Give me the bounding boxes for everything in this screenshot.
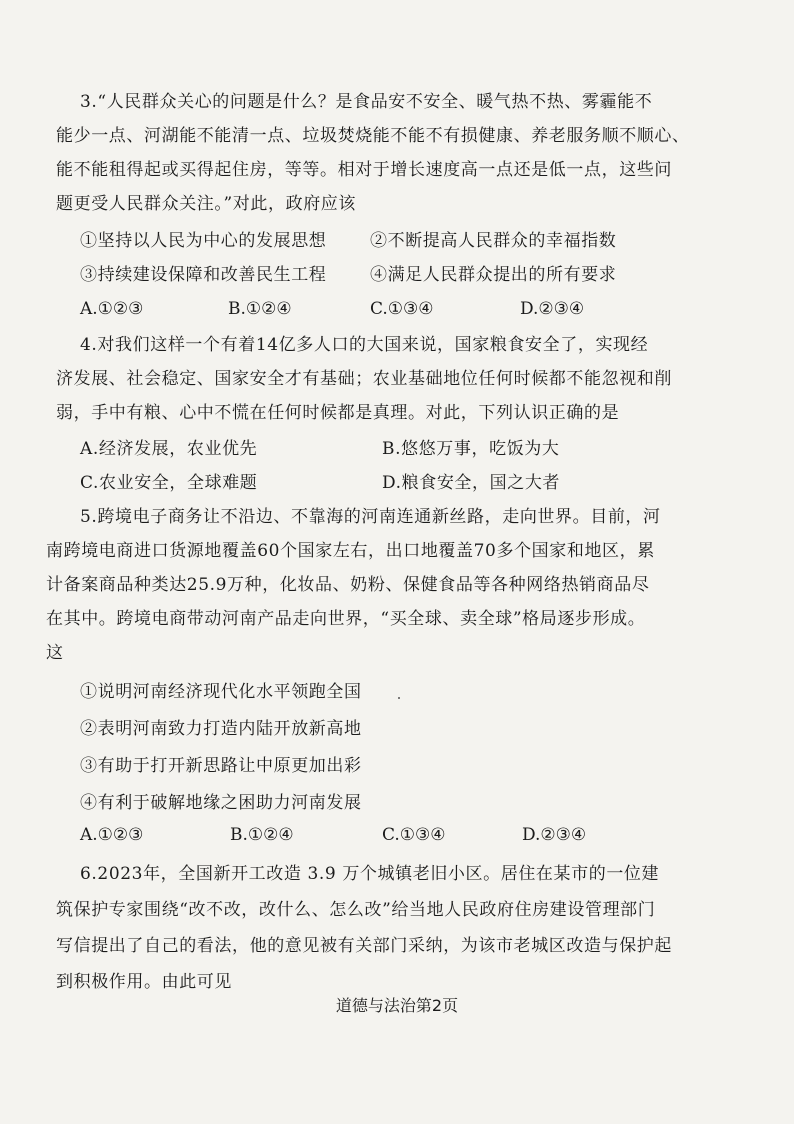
question-5-item: ②表明河南致力打造内陆开放新高地 (80, 719, 362, 739)
choice-b[interactable]: B.①②④ (230, 825, 294, 845)
question-3-line: 题更受人民群众关注。”对此，政府应该 (56, 194, 356, 214)
choice-c[interactable]: C.农业安全，全球难题 (80, 473, 258, 493)
question-3-line: 能少一点、河湖能不能清一点、垃圾焚烧能不能不有损健康、养老服务顺不顺心、 (56, 126, 690, 146)
question-5-line: 南跨境电商进口货源地覆盖60个国家左右，出口地覆盖70多个国家和地区，累 (46, 541, 655, 561)
choice-c[interactable]: C.①③④ (370, 299, 434, 319)
question-3-item: ②不断提高人民群众的幸福指数 (370, 231, 617, 251)
question-6-line: 6.2023年，全国新开工改造 3.9 万个城镇老旧小区。居住在某市的一位建 (80, 864, 660, 884)
question-3-item: ①坚持以人民为中心的发展思想 (80, 231, 327, 251)
choice-d[interactable]: D.粮食安全，国之大者 (382, 473, 561, 493)
choice-d[interactable]: D.②③④ (522, 825, 587, 845)
choice-b[interactable]: B.①②④ (228, 299, 292, 319)
question-5-item: ④有利于破解地缘之困助力河南发展 (80, 793, 362, 813)
question-3-item: ④满足人民群众提出的所有要求 (370, 265, 617, 285)
choice-a[interactable]: A.经济发展，农业优先 (80, 439, 258, 459)
question-4-line: 4.对我们这样一个有着14亿多人口的大国来说，国家粮食安全了，实现经 (80, 335, 649, 355)
question-5-choices (80, 823, 680, 847)
scan-speck (398, 697, 400, 699)
choice-d[interactable]: D.②③④ (520, 299, 585, 319)
question-6-line: 写信提出了自己的看法，他的意见被有关部门采纳，为该市老城区改造与保护起 (56, 936, 672, 956)
question-4-line: 济发展、社会稳定、国家安全才有基础；农业基础地位任何时候都不能忽视和削 (56, 369, 672, 389)
question-6-line: 筑保护专家围绕“改不改，改什么、怎么改”给当地人民政府住房建设管理部门 (56, 900, 656, 920)
question-3-line: 3.“人民群众关心的问题是什么？是食品安不安全、暖气热不热、雾霾能不 (80, 92, 653, 112)
question-5-item: ①说明河南经济现代化水平领跑全国 (80, 682, 362, 702)
question-6-line: 到积极作用。由此可见 (56, 972, 232, 992)
choice-a[interactable]: A.①②③ (80, 299, 144, 319)
question-5-item: ③有助于打开新思路让中原更加出彩 (80, 756, 362, 776)
question-5-line: 在其中。跨境电商带动河南产品走向世界，“买全球、卖全球”格局逐步形成。 (46, 609, 646, 629)
question-3-choices (80, 297, 680, 321)
choice-c[interactable]: C.①③④ (382, 825, 446, 845)
question-5-line: 这 (46, 643, 64, 663)
question-5-line: 计备案商品种类达25.9万种，化妆品、奶粉、保健食品等各种网络热销商品尽 (46, 575, 650, 595)
question-5-line: 5.跨境电子商务让不沿边、不靠海的河南连通新丝路，走向世界。目前，河 (80, 507, 661, 527)
question-4-line: 弱，手中有粮、心中不慌在任何时候都是真理。对此，下列认识正确的是 (56, 403, 620, 423)
choice-b[interactable]: B.悠悠万事，吃饭为大 (382, 439, 560, 459)
page-footer: 道德与法治第2页 (335, 996, 459, 1015)
question-3-line: 能不能租得起或买得起住房，等等。相对于增长速度高一点还是低一点，这些问 (56, 160, 672, 180)
question-3-item: ③持续建设保障和改善民生工程 (80, 265, 327, 285)
choice-a[interactable]: A.①②③ (80, 825, 144, 845)
